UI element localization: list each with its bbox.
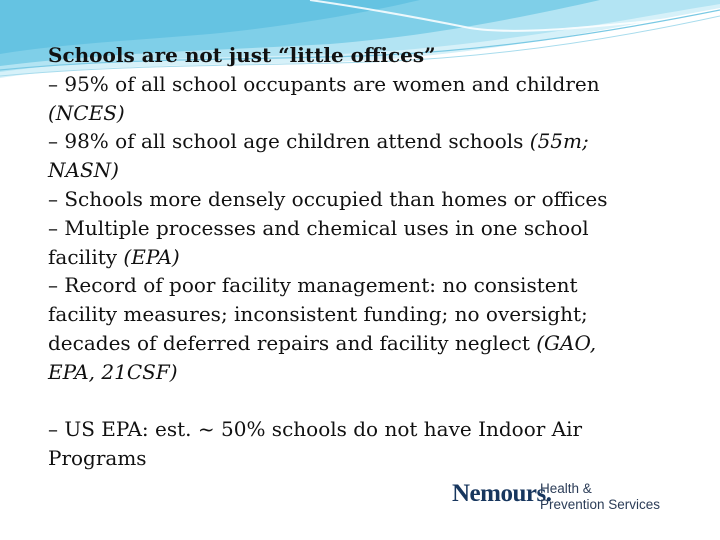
- bullet-line: – 95% of all school occupants are women and children: [48, 71, 600, 96]
- blank-line: [48, 387, 708, 416]
- bullet-line: EPA, 21CSF): [48, 359, 178, 384]
- slide-heading: Schools are not just “little offices”: [48, 43, 436, 67]
- bullet-line: decades of deferred repairs and facility neglect (GAO,: [48, 330, 597, 355]
- bullet-line: facility measures; inconsistent funding; no oversight;: [48, 302, 588, 327]
- bullet-line: NASN): [48, 158, 119, 183]
- bullet-line: – Record of poor facility management: no consistent: [48, 273, 578, 298]
- nemours-logo: [452, 476, 666, 518]
- logo-wordmark: Nemours.: [452, 480, 552, 507]
- slide-body: [48, 41, 708, 473]
- bullet-line: Programs: [48, 446, 147, 471]
- logo-subtitle-line1: Health &: [540, 481, 592, 496]
- bullet-line: – 98% of all school age children attend schools (55m;: [48, 129, 589, 154]
- logo-subtitle-line2: Prevention Services: [540, 497, 661, 512]
- bullet-line: – Multiple processes and chemical uses in one school: [48, 215, 589, 240]
- bullet-line: (NCES): [48, 100, 125, 125]
- bullet-line: facility (EPA): [48, 244, 180, 269]
- bullet-line: – US EPA: est. ~ 50% schools do not have Indoor Air: [48, 417, 583, 442]
- bullet-line: – Schools more densely occupied than homes or offices: [48, 186, 608, 211]
